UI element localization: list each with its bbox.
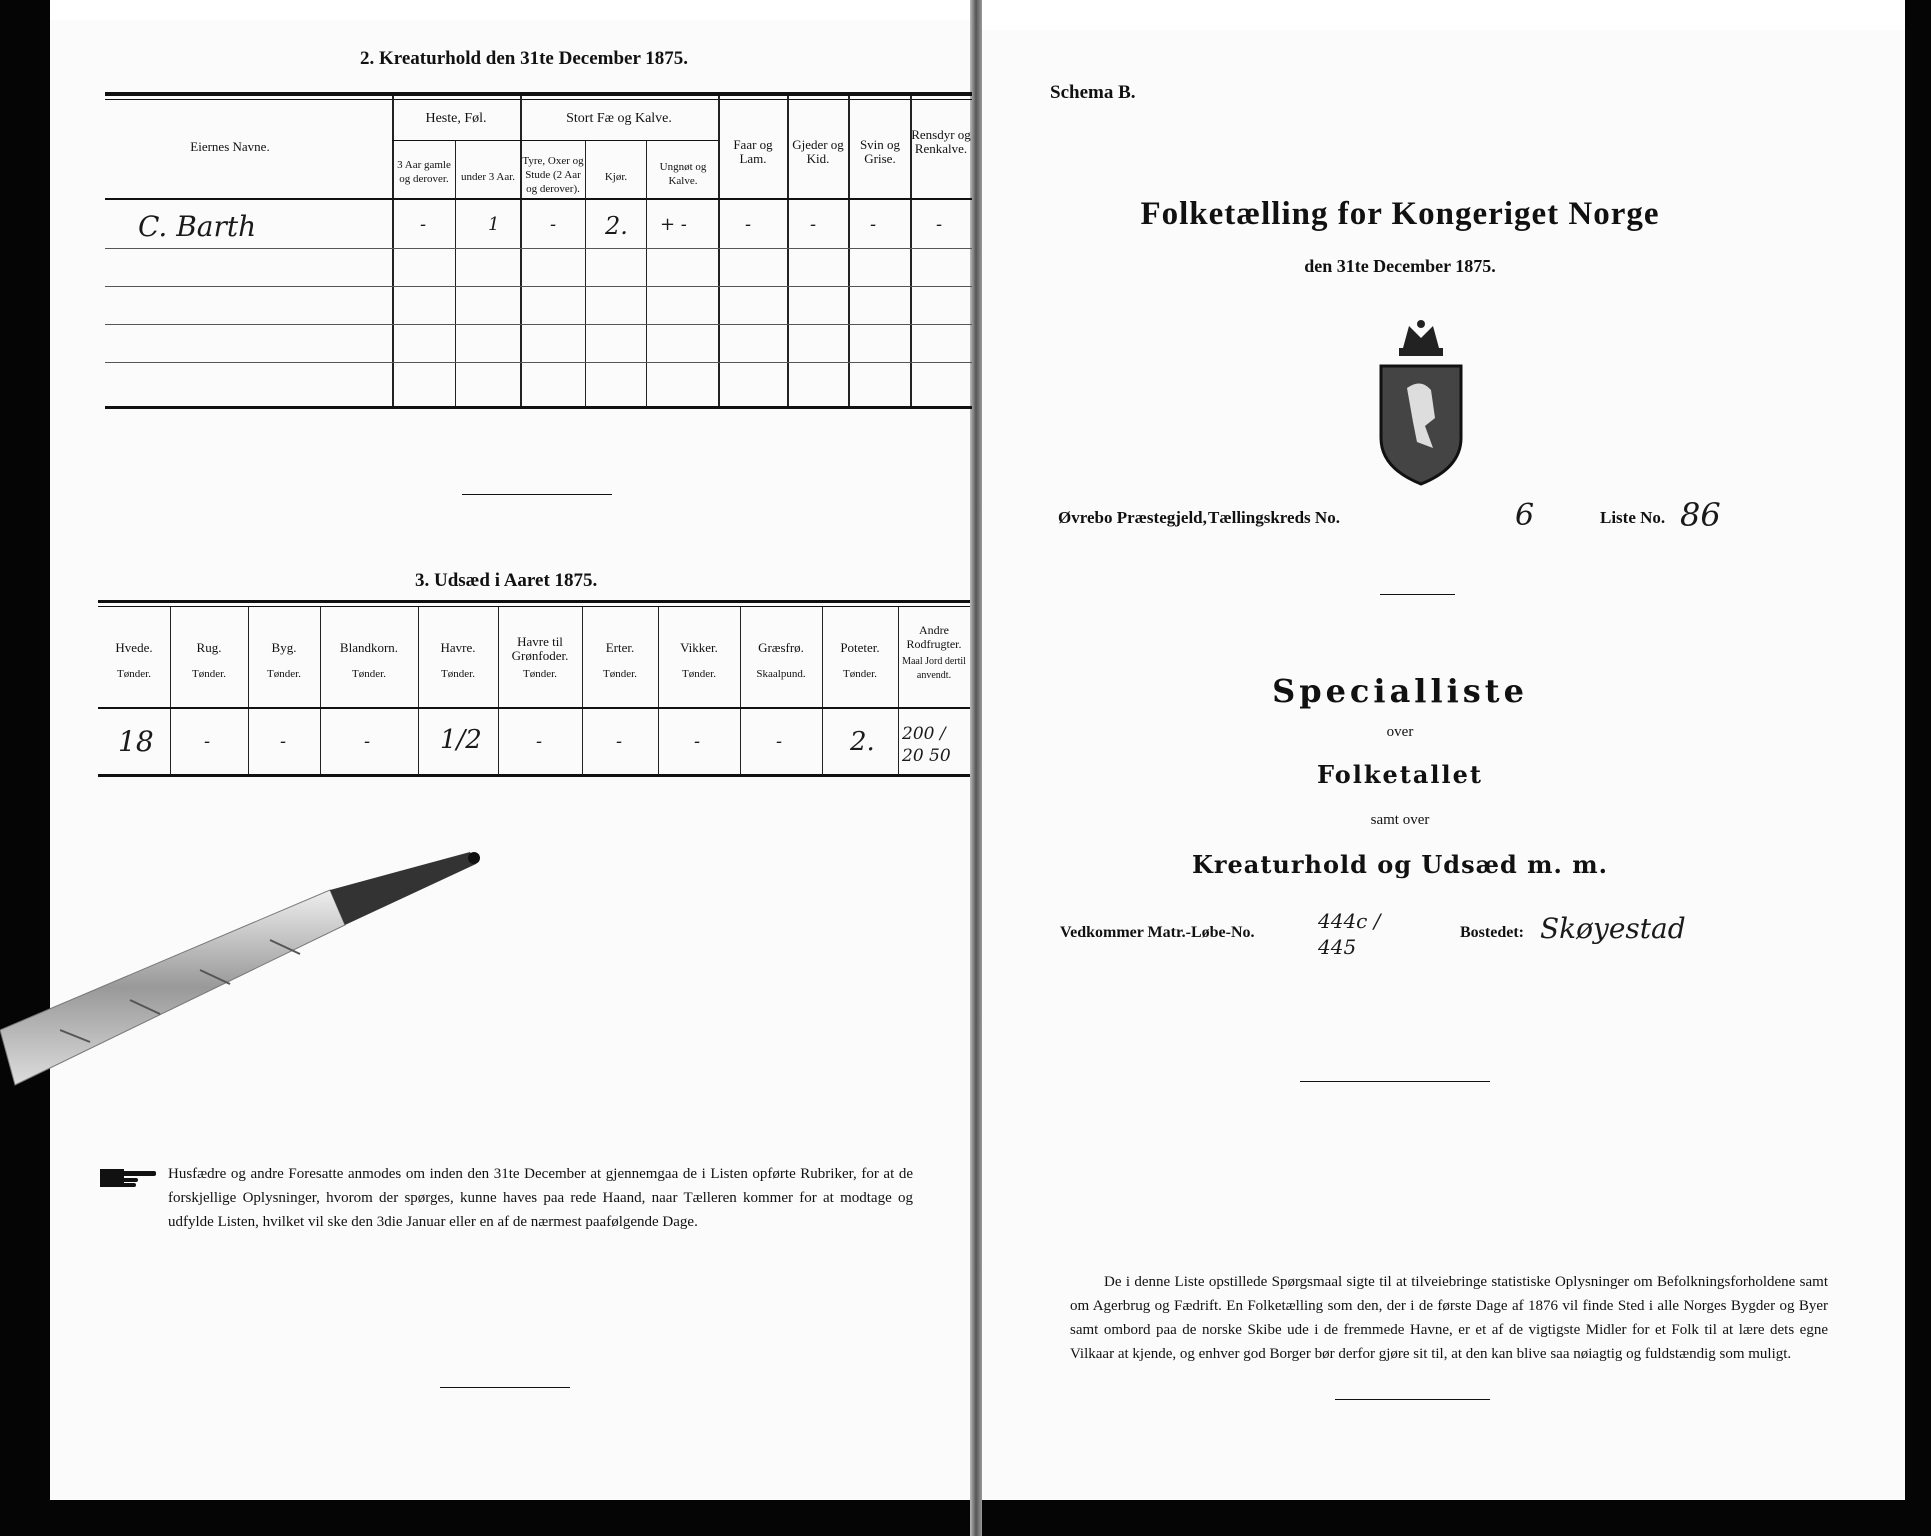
udsaed-col-name: Rug. bbox=[196, 640, 222, 655]
udsaed-value: - bbox=[204, 731, 211, 752]
udsaed-col-gronfoder bbox=[498, 607, 583, 777]
udsaed-col-name: Blandkorn. bbox=[339, 640, 399, 655]
udsaed-value: - bbox=[776, 731, 783, 752]
udsaed-col-unit: Tønder. bbox=[523, 668, 557, 680]
over-text: over bbox=[1386, 724, 1414, 740]
udsaed-col-name: Græsfrø. bbox=[758, 640, 804, 655]
stort-header: Stort Fæ og Kalve. bbox=[566, 111, 672, 126]
right-divider-2 bbox=[1300, 1081, 1490, 1082]
t2-subhead-rule bbox=[392, 140, 718, 141]
kreds-label: Tællingskreds No. bbox=[1208, 508, 1340, 527]
udsaed-value: - bbox=[536, 731, 543, 752]
udsaed-col-name: Erter. bbox=[605, 640, 635, 655]
table3-bottom-rule bbox=[98, 774, 970, 777]
udsaed-value: - bbox=[694, 731, 701, 752]
stort-c-header: Ungnøt og Kalve. bbox=[659, 161, 707, 187]
udsaed-col-havre bbox=[418, 607, 499, 777]
census-title: Folketælling for Kongeriget Norge bbox=[1140, 196, 1660, 232]
udsaed-col-unit: Tønder. bbox=[117, 668, 151, 680]
pen-in-photo bbox=[0, 830, 500, 1120]
gjeder-entry: - bbox=[810, 214, 817, 235]
book-spine bbox=[970, 0, 982, 1536]
heste-b-header: under 3 Aar. bbox=[460, 171, 516, 183]
udsaed-col-rodfrugter bbox=[898, 607, 970, 777]
table2-top-rule-thin bbox=[105, 99, 972, 100]
udsaed-col-name: Andre Rodfrugter. bbox=[906, 623, 962, 651]
t2-row-line bbox=[105, 324, 972, 325]
udsaed-col-graesfro bbox=[740, 607, 823, 777]
udsaed-col-unit: Tønder. bbox=[267, 668, 301, 680]
rensdyr-entry: - bbox=[936, 214, 943, 235]
udsaed-col-name: Havre. bbox=[440, 640, 476, 655]
scan-border-right bbox=[1905, 0, 1931, 1536]
prestegjeld-label: Øvrebo Præstegjeld, bbox=[1058, 508, 1207, 527]
liste-value: 86 bbox=[1680, 496, 1721, 534]
udsaed-col-unit: Tønder. bbox=[682, 668, 716, 680]
udsaed-col-rug bbox=[170, 607, 249, 777]
udsaed-col-byg bbox=[248, 607, 321, 777]
kreaturhold-heading: Kreaturhold og Udsæd m. m. bbox=[1192, 850, 1608, 879]
t2-col-sep bbox=[646, 140, 647, 408]
udsaed-col-erter bbox=[582, 607, 659, 777]
footnote-paragraph: De i denne Liste opstillede Spørgsmaal sigte til at tilveiebringe statistiske Oplysninger om Befolkningsforholdene samt om Agerbrug og Fædrift. En Folketælling som den, der i de første Dage af 1876 vil finde Sted i alle Norges Bygder og Byer samt ombord paa de norske Skibe ude i de fremmede Havne, er et af de vigtigste Midler for et Folk til at lære dets egne Vilkaar at kjende, og enhver god Borger bør derfor gjøre sit til, at den kan blive saa nøiagtig og fuldstændig som muligt. bbox=[1070, 1274, 1828, 1362]
t2-row-line bbox=[105, 248, 972, 249]
heste-a-header: 3 Aar gamle og derover. bbox=[397, 159, 451, 185]
svin-entry: - bbox=[870, 214, 877, 235]
samt-over-text: samt over bbox=[1370, 812, 1430, 828]
udsaed-col-name: Havre til Grønfoder. bbox=[511, 634, 569, 663]
t2-header-bottom-rule bbox=[105, 198, 972, 200]
heste-b-entry: 1 bbox=[488, 214, 500, 235]
notice-paragraph: Husfædre og andre Foresatte anmodes om inden den 31te December at gjennemgaa de i Listen opførte Rubriker, for at de forskjellige Oplysninger, hvorom der spørges, kunne haves paa rede Haand, naar Tælleren kommer for at modtage og udfylde Listen, hvilket vil ske den 3die Januar eller en af de nærmest paafølgende Dage. bbox=[168, 1166, 913, 1230]
short-divider bbox=[462, 494, 612, 495]
section3-title: 3. Udsæd i Aaret 1875. bbox=[415, 570, 598, 591]
stort-b-entry: 2. bbox=[605, 212, 628, 240]
coat-of-arms-icon bbox=[1373, 318, 1469, 488]
t2-row-line bbox=[105, 286, 972, 287]
section2-title: 2. Kreaturhold den 31te December 1875. bbox=[360, 48, 689, 69]
left-footer-divider bbox=[440, 1387, 570, 1388]
udsaed-value: - bbox=[280, 731, 287, 752]
census-date: den 31te December 1875. bbox=[1304, 256, 1496, 276]
heste-header: Heste, Føl. bbox=[425, 111, 487, 126]
bosted-label: Bostedet: bbox=[1460, 924, 1524, 941]
udsaed-col-name: Byg. bbox=[271, 640, 297, 655]
stort-a-entry: - bbox=[550, 214, 557, 235]
udsaed-col-hvede bbox=[98, 607, 171, 777]
udsaed-col-poteter bbox=[822, 607, 899, 777]
udsaed-value: 1/2 bbox=[440, 725, 482, 755]
table3-top-rule bbox=[98, 600, 970, 603]
matr-label: Vedkommer Matr.-Løbe-No. bbox=[1060, 924, 1255, 941]
udsaed-col-unit: Tønder. bbox=[603, 668, 637, 680]
udsaed-value: 200 / 20 50 bbox=[902, 724, 951, 766]
udsaed-col-name: Poteter. bbox=[840, 640, 880, 655]
table2-top-rule bbox=[105, 92, 972, 96]
udsaed-value: 18 bbox=[118, 725, 154, 758]
stort-c-entry: + - bbox=[660, 214, 687, 235]
udsaed-col-unit: Tønder. bbox=[192, 668, 226, 680]
udsaed-col-vikker bbox=[658, 607, 741, 777]
t3-header-bottom-rule bbox=[98, 707, 970, 709]
matr-value: 444c / 445 bbox=[1318, 909, 1381, 959]
scan-border-left bbox=[0, 0, 50, 1536]
udsaed-col-unit: Tønder. bbox=[843, 668, 877, 680]
faar-entry: - bbox=[745, 214, 752, 235]
bosted-value: Skøyestad bbox=[1540, 912, 1686, 945]
folketallet-heading: Folketallet bbox=[1317, 760, 1483, 789]
owner-name-entry: C. Barth bbox=[138, 210, 257, 243]
svin-header: Svin og Grise. bbox=[859, 137, 901, 166]
liste-label: Liste No. bbox=[1600, 508, 1666, 527]
right-divider-1 bbox=[1380, 594, 1455, 595]
faar-header: Faar og Lam. bbox=[733, 137, 773, 166]
udsaed-col-unit: Tønder. bbox=[441, 668, 475, 680]
specialliste-heading: Specialliste bbox=[1272, 672, 1528, 710]
udsaed-col-unit: Maal Jord dertil anvendt. bbox=[902, 656, 966, 681]
stort-a-header: Tyre, Oxer og Stude (2 Aar og derover). bbox=[522, 155, 584, 195]
udsaed-value: - bbox=[364, 731, 371, 752]
t2-bottom-rule bbox=[105, 406, 972, 409]
udsaed-col-unit: Tønder. bbox=[352, 668, 386, 680]
udsaed-value: 2. bbox=[850, 727, 875, 757]
pointing-hand-icon bbox=[100, 1163, 160, 1191]
heste-a-entry: - bbox=[420, 214, 427, 235]
rensdyr-header: Rensdyr og Renkalve. bbox=[911, 127, 971, 156]
kreds-value: 6 bbox=[1515, 498, 1535, 533]
udsaed-col-unit: Skaalpund. bbox=[756, 668, 806, 680]
udsaed-table bbox=[98, 607, 970, 777]
udsaed-col-name: Hvede. bbox=[115, 640, 153, 655]
scan-border-bottom bbox=[0, 1500, 1931, 1536]
udsaed-value: - bbox=[616, 731, 623, 752]
udsaed-col-name: Vikker. bbox=[680, 640, 718, 655]
schema-label: Schema B. bbox=[1050, 82, 1136, 103]
right-footer-divider bbox=[1335, 1399, 1490, 1400]
owner-name-header: Eiernes Navne. bbox=[190, 139, 270, 154]
stort-b-header: Kjør. bbox=[604, 171, 628, 183]
t2-row-line bbox=[105, 362, 972, 363]
udsaed-col-blandkorn bbox=[320, 607, 419, 777]
gjeder-header: Gjeder og Kid. bbox=[792, 137, 844, 166]
